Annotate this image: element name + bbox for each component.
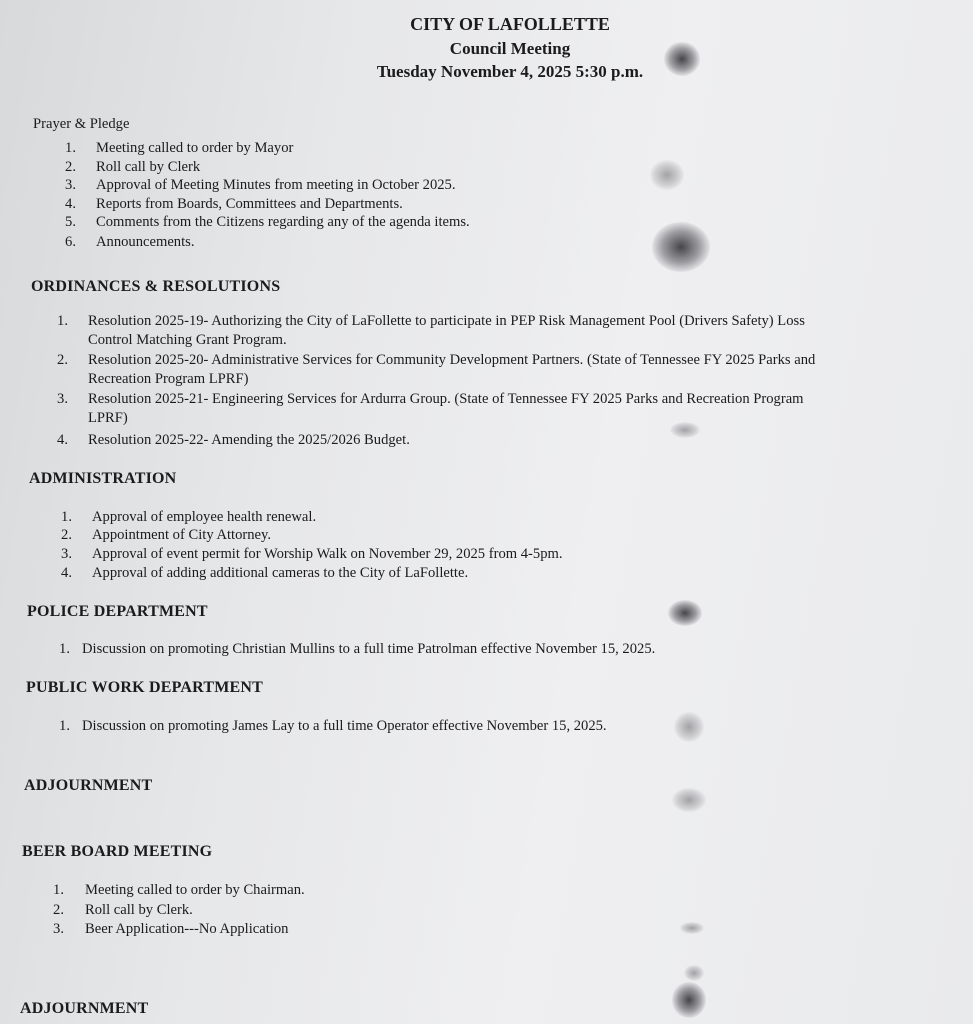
city-title: CITY OF LAFOLLETTE	[410, 14, 610, 34]
meeting-date: Tuesday November 4, 2025 5:30 p.m.	[376, 62, 644, 81]
meeting-title: Council Meeting	[449, 39, 571, 58]
agenda-page: CITY OF LAFOLLETTE Council Meeting Tuesday November 4, 2025 5:30 p.m. Prayer & Pledge 1. Meeting called to order by Mayor 2. Roll call by Clerk 3. Approval of Meeting Minutes from meeting in October 2025. 4. Reports from Boards, Committees and Departments. 5. Comments from the Citizens regarding any of the agenda items. 6. Announcements. ORDINANCES & RESOLUTIONS 1. Resolution 2025-19- Authorizing the City of LaFollette to participate in PEP Risk Management Pool (Drivers Safety) Loss Control Matching Grant Program. 2. Resolution 2025-20- Administrative Services for Community Development Partners. (State of Tennessee FY 2025 Parks and Recreation Program LPRF) 3. Resolution 2025-21- Engineering Services for Ardurra Group. (State of Tennessee FY 2025 Parks and Recreation Program LPRF) 4. Resolution 2025-22- Amending the 2025/2026 Budget. ADMINISTRATION 1. Approval of employee health renewal. 2. Appointment of City Attorney. 3. Approval of event permit for Worship Walk on November 29, 2025 from 4-5pm. 4. Approval of adding additional cameras to the City of LaFollette. POLICE DEPARTMENT 1. Discussion on promoting Christian Mullins to a full time Patrolman effective November 15, 2025. PUBLIC WORK DEPARTMENT 1. Discussion on promoting James Lay to a full time Operator effective November 15, 2025. ADJOURNMENT BEER BOARD MEETING 1. Meeting called to order by Chairman. 2. Roll call by Clerk. 3. Beer Application---No Application ADJOURNMENT	[20, 14, 816, 1017]
smudge	[672, 982, 706, 1018]
ordinances-heading: ORDINANCES & RESOLUTIONS	[31, 278, 281, 295]
smudge	[672, 788, 706, 812]
prayer-pledge-heading: Prayer & Pledge	[33, 116, 130, 132]
smudge	[664, 42, 700, 76]
beer-board-heading: BEER BOARD MEETING	[22, 843, 213, 860]
police-heading: POLICE DEPARTMENT	[27, 603, 208, 620]
smudge	[652, 222, 710, 272]
smudge	[668, 600, 702, 626]
administration-heading: ADMINISTRATION	[29, 470, 177, 487]
smudge	[674, 712, 704, 742]
adjournment-heading-2: ADJOURNMENT	[20, 1000, 149, 1017]
smudge	[684, 965, 704, 981]
smudge	[670, 422, 700, 438]
smudge	[650, 160, 684, 190]
public-work-heading: PUBLIC WORK DEPARTMENT	[26, 679, 264, 696]
adjournment-heading: ADJOURNMENT	[24, 777, 153, 794]
smudge	[680, 922, 704, 934]
